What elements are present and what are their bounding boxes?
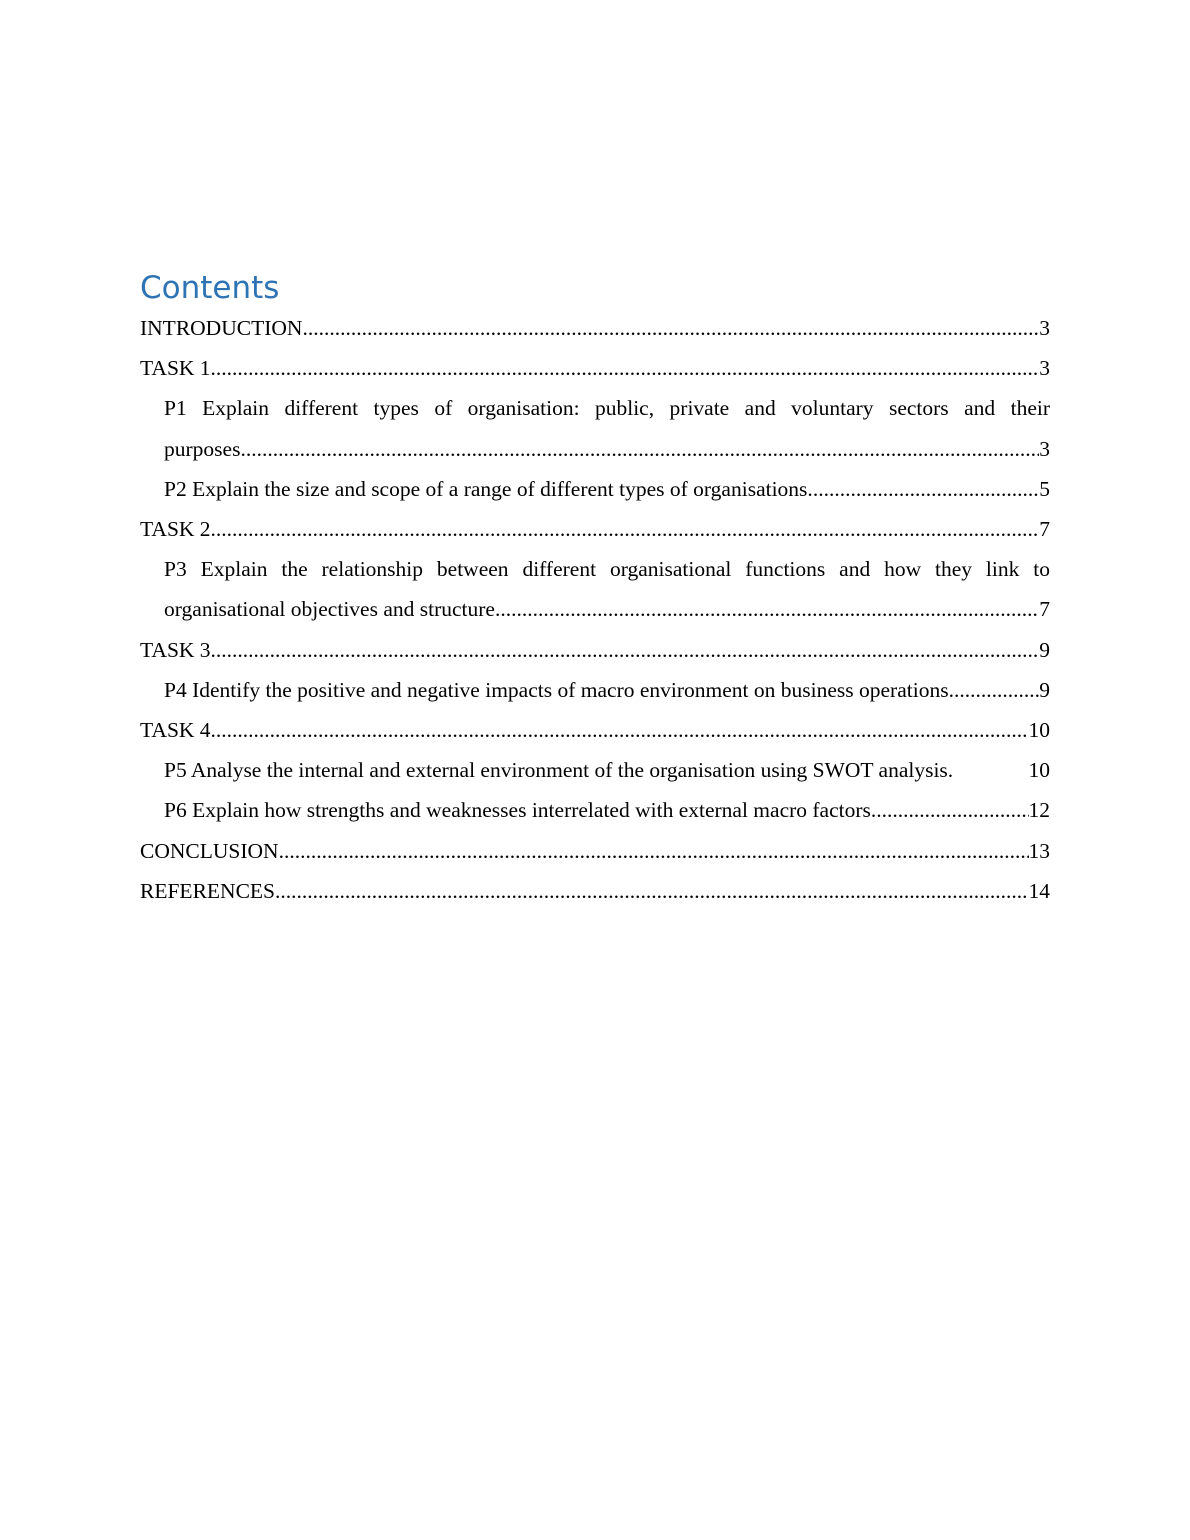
- dot-leader: [211, 509, 1040, 549]
- dot-leader: [495, 589, 1039, 629]
- toc-page-number: 10: [1028, 758, 1050, 783]
- dot-leader: [211, 630, 1040, 670]
- dot-leader: [240, 429, 1039, 469]
- toc-entry-text-line2: purposes: [164, 436, 241, 461]
- toc-entry-text: TASK 1: [140, 356, 211, 381]
- toc-entry-text: TASK 2: [140, 517, 211, 542]
- dot-leader: [211, 710, 1029, 750]
- toc-entry-conclusion[interactable]: [140, 831, 1050, 871]
- toc-entry-text: TASK 3: [140, 637, 211, 662]
- toc-entry-task-4[interactable]: [140, 710, 1050, 750]
- toc-entry-p5[interactable]: [140, 750, 1050, 790]
- toc-page-number: 7: [1039, 597, 1050, 622]
- toc-page-number: 9: [1039, 637, 1050, 662]
- toc-entry-task-3[interactable]: [140, 630, 1050, 670]
- dot-leader: [302, 308, 1039, 348]
- toc-entry-text-line2: organisational objectives and structure: [164, 597, 495, 622]
- toc-page-number: 3: [1039, 436, 1050, 461]
- toc-page-number: 3: [1039, 316, 1050, 340]
- dot-leader: [949, 670, 1040, 710]
- toc-entry-text: P2 Explain the size and scope of a range of different types of organisations.: [164, 476, 813, 501]
- toc-entry-text: REFERENCES: [140, 878, 275, 903]
- toc-entry-p2[interactable]: [140, 469, 1050, 509]
- toc-page-number: 13: [1028, 838, 1050, 863]
- toc-entry-p6[interactable]: [140, 790, 1050, 830]
- toc-entry-text: P6 Explain how strengths and weaknesses interrelated with external macro factors.: [164, 798, 877, 823]
- toc-page-number: 3: [1039, 356, 1050, 381]
- dot-leader: [813, 469, 1039, 509]
- toc-entry-p3[interactable]: [140, 549, 1050, 629]
- dot-leader: [211, 348, 1040, 388]
- toc-entry-text-line1: P3 Explain the relationship between different organisational functions and how they link to: [164, 557, 1050, 582]
- toc-page-number: 14: [1028, 878, 1050, 903]
- toc-page-number: 5: [1039, 476, 1050, 501]
- toc-entry-text: INTRODUCTION: [140, 316, 303, 340]
- toc-list: [140, 308, 1050, 911]
- toc-page-number: 9: [1039, 677, 1050, 702]
- toc-entry-p4[interactable]: [140, 670, 1050, 710]
- toc-entry-text: CONCLUSION: [140, 838, 279, 863]
- dot-leader: [275, 871, 1029, 911]
- dot-leader: [876, 790, 1028, 830]
- toc-page-number: 7: [1039, 517, 1050, 542]
- toc-entry-task-1[interactable]: [140, 348, 1050, 388]
- table-of-contents: [140, 268, 1050, 911]
- toc-entry-p1[interactable]: [140, 388, 1050, 468]
- toc-heading: Contents: [140, 270, 280, 306]
- toc-page-number: 12: [1028, 798, 1050, 823]
- toc-entry-text: P5 Analyse the internal and external environment of the organisation using SWOT analysis.: [164, 758, 954, 783]
- toc-entry-introduction[interactable]: [140, 308, 1050, 348]
- toc-entry-text: TASK 4: [140, 718, 211, 743]
- toc-entry-references[interactable]: [140, 871, 1050, 911]
- toc-page-number: 10: [1028, 718, 1050, 743]
- dot-leader: [279, 831, 1029, 871]
- toc-entry-text: P4 Identify the positive and negative impacts of macro environment on business operations: [164, 677, 949, 702]
- toc-entry-text-line1: P1 Explain different types of organisation: public, private and voluntary sectors and their: [164, 396, 1050, 421]
- toc-entry-task-2[interactable]: [140, 509, 1050, 549]
